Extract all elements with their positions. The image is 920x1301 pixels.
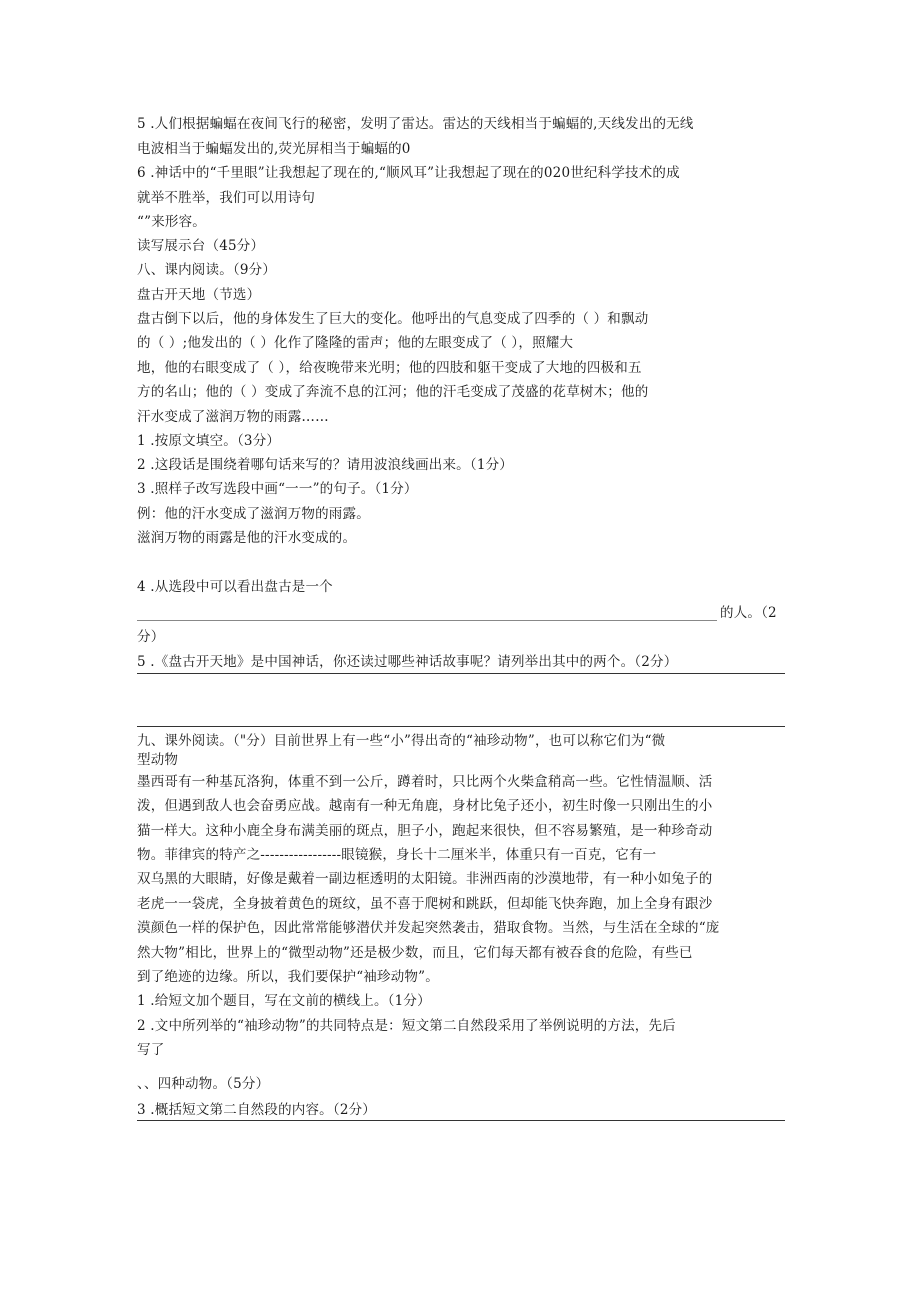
q6-line-1: 6 .神话中的“千里眼”让我想起了现在的,“顺风耳”让我想起了现在的020世纪科学技术的成 <box>137 165 680 181</box>
question-8-1: 1 .按原文填空。（3分） <box>137 433 281 449</box>
question-8-5: 5 .《盘古开天地》是中国神话，你还读过哪些神话故事呢？请列举出其中的两个。（2分） <box>137 654 678 670</box>
passage-line: 盘古倒下以后，他的身体发生了巨大的变化。他呼出的气息变成了四季的（ ）和飘动 <box>137 311 649 327</box>
question-9-2-tail: 、、四种动物。（5分） <box>137 1076 270 1092</box>
passage-line: 老虎一一袋虎，全身披着黄色的斑纹，虽不喜于爬树和跳跃，但却能飞快奔跑，加上全身有跟沙 <box>137 896 713 912</box>
passage-line: 墨西哥有一种基瓦洛狗，体重不到一公斤，蹲着时，只比两个火柴盒稍高一些。它性情温顺、活 <box>137 774 713 790</box>
example-rewrite: 滋润万物的雨露是他的汗水变成的。 <box>137 530 357 546</box>
passage-line: 方的名山；他的（ ）变成了奔流不息的江河；他的汗毛变成了茂盛的花草树木；他的 <box>137 384 649 400</box>
passage-line: 物。菲律宾的特产之-----------------眼镜猴，身长十二厘米半，体重只有一百克，它有一 <box>137 847 657 863</box>
passage-line: 到了绝迹的边缘。所以，我们要保护“袖珍动物”。 <box>137 969 439 985</box>
answer-line[interactable] <box>137 1120 785 1121</box>
passage-line: 然大物”相比，世界上的“微型动物”还是极少数，而且，它们每天都有被吞食的危险，有些已 <box>137 945 693 961</box>
question-9-1: 1 .给短文加个题目，写在文前的横线上。（1分） <box>137 993 431 1009</box>
q5-line-1: 5 .人们根据蝙蝠在夜间飞行的秘密，发明了雷达。雷达的天线相当于蝙蝠的,天线发出的无线 <box>137 116 694 132</box>
q6-line-3: “”来形容。 <box>137 214 207 230</box>
answer-line[interactable] <box>137 673 785 674</box>
passage-line: 泼，但遇到敌人也会奋勇应战。越南有一种无角鹿，身材比兔子还小，初生时像一只刚出生的小 <box>137 798 713 814</box>
question-8-4-score: 分） <box>137 629 165 645</box>
passage-line: 漠颜色一样的保护色，因此常常能够潜伏并发起突然袭击，猎取食物。当然，与生活在全球的“庞 <box>137 920 720 936</box>
question-8-4-tail: 的人。（2 <box>720 605 777 621</box>
section-9-heading-cont: 型动物 <box>137 752 179 768</box>
question-9-2: 2 .文中所列举的“袖珍动物”的共同特点是：短文第二自然段采用了举例说明的方法，先后 <box>137 1018 676 1034</box>
passage-line: 猫一样大。这种小鹿全身布满美丽的斑点，胆子小，跑起来很快，但不容易繁殖，是一种珍奇动 <box>137 823 713 839</box>
passage-line: 的（ ）;他发出的（ ）化作了隆隆的雷声；他的左眼变成了（ ），照耀大 <box>137 335 574 351</box>
q5-line-2: 电波相当于蝙蝠发出的,荧光屏相当于蝙蝠的0 <box>137 141 411 157</box>
question-8-3: 3 .照样子改写选段中画“一一”的句子。（1分） <box>137 481 418 497</box>
section-8-heading: 八、课内阅读。（9分） <box>137 262 277 278</box>
passage-title: 盘古开天地（节选） <box>137 287 261 303</box>
passage-line: 地，他的右眼变成了（ ），给夜晚带来光明；他的四肢和躯干变成了大地的四极和五 <box>137 360 642 376</box>
q6-line-2: 就举不胜举，我们可以用诗句 <box>137 190 316 206</box>
section-9-heading: 九、课外阅读。（"分）目前世界上有一些“小”得出奇的“袖珍动物”，也可以称它们为“微 <box>137 733 666 749</box>
question-8-4: 4 .从选段中可以看出盘古是一个 <box>137 579 333 595</box>
question-9-2-cont: 写了 <box>137 1042 165 1058</box>
answer-blank-line[interactable] <box>137 620 717 621</box>
question-9-3: 3 .概括短文第二自然段的内容。（2分） <box>137 1102 377 1118</box>
example-sentence: 例：他的汗水变成了滋润万物的雨露。 <box>137 506 370 522</box>
passage-line: 双乌黑的大眼睛，好像是戴着一副边框透明的太阳镜。非洲西南的沙漠地带，有一种小如兔子的 <box>137 871 713 887</box>
reading-section-title: 读写展示台（45分） <box>137 238 265 254</box>
passage-line: 汗水变成了滋润万物的雨露…… <box>137 409 329 425</box>
question-8-2: 2 .这段话是围绕着哪句话来写的？请用波浪线画出来。（1分） <box>137 457 514 473</box>
title-answer-line[interactable] <box>137 726 785 727</box>
